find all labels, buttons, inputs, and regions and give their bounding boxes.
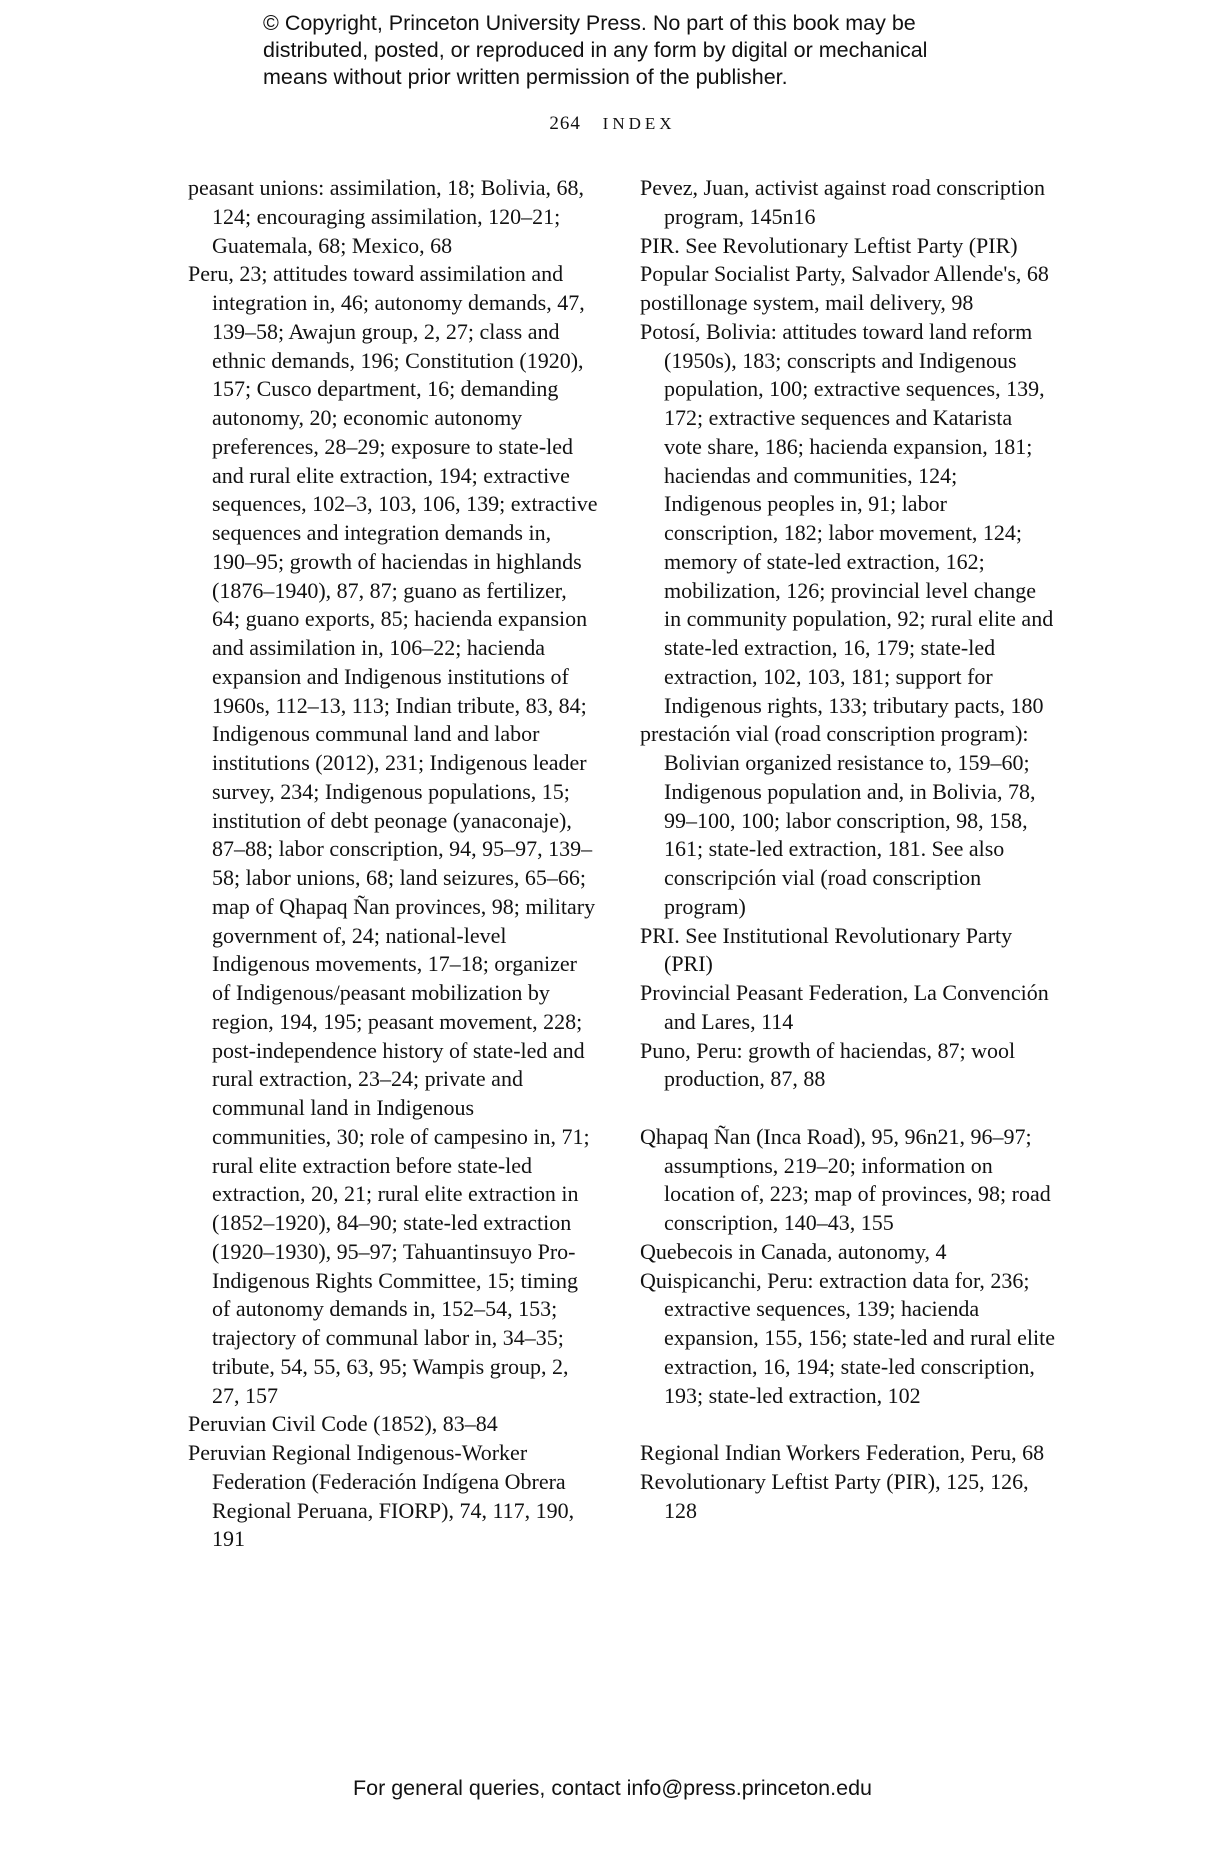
index-entry: PRI. See Institutional Revolutionary Party (PRI) <box>640 922 1013 977</box>
index-entry: Potosí, Bolivia: attitudes toward land reform (1950s), 183; conscripts and Indigenous population, 100; extractive sequences, 139, 172; extractive sequences and Katarista vote share, 186; hacienda expansion, 181; haciendas and communities, 124; Indigenous peoples in, 91; labor conscription, 182; labor movement, 124; memory of state-led extraction, 162; mobilization, 126; provincial level change in community population, 92; rural elite and state-led extraction, 16, 179; state-led extraction, 102, 103, 181; support for Indigenous rights, 133; tributary pacts, 180 <box>640 318 1054 718</box>
index-entry: peasant unions: assimilation, 18; Bolivia, 68, 124; encouraging assimilation, 120–21; Guatemala, 68; Mexico, 68 <box>188 175 584 258</box>
section-title: INDEX <box>602 114 676 133</box>
footer-contact: For general queries, contact info@press.princeton.edu <box>352 1776 872 1800</box>
letter-group-gap <box>640 1410 1055 1439</box>
index-entry: Puno, Peru: growth of haciendas, 87; wool production, 87, 88 <box>640 1037 1016 1092</box>
index-column-left <box>188 174 598 1554</box>
copyright-line-1: © Copyright, Princeton University Press. No part of this book may be <box>263 11 916 35</box>
index-entry: Peruvian Civil Code (1852), 83–84 <box>188 1411 498 1437</box>
index-entry: Regional Indian Workers Federation, Peru, 68 <box>640 1440 1045 1465</box>
copyright-line-2: distributed, posted, or reproduced in any form by digital or mechanical <box>263 38 928 62</box>
index-entry: Popular Socialist Party, Salvador Allende's, 68 <box>640 261 1049 287</box>
index-entry: Provincial Peasant Federation, La Convención and Lares, 114 <box>640 980 1049 1034</box>
copyright-notice <box>263 10 1023 91</box>
copyright-line-3: means without prior written permission of the publisher. <box>263 65 788 89</box>
letter-group-gap <box>640 1094 1055 1123</box>
index-entry: Qhapaq Ñan (Inca Road), 95, 96n21, 96–97; assumptions, 219–20; information on location of, 223; map of provinces, 98; road conscription, 140–43, 155 <box>640 1123 1051 1235</box>
index-entry: Quebecois in Canada, autonomy, 4 <box>640 1238 947 1264</box>
index-entry: postillonage system, mail delivery, 98 <box>640 290 974 315</box>
index-entry: Pevez, Juan, activist against road conscription program, 145n16 <box>640 175 1046 229</box>
index-entry: Peruvian Regional Indigenous-Worker Federation (Federación Indígena Obrera Regional Peruana, FIORP), 74, 117, 190, 191 <box>188 1440 575 1552</box>
index-entry: Quispicanchi, Peru: extraction data for, 236; extractive sequences, 139; hacienda expansion, 155, 156; state-led and rural elite extraction, 16, 194; state-led conscription, 193; state-led extraction, 102 <box>640 1267 1055 1408</box>
index-column-right <box>640 174 1055 1525</box>
running-head <box>0 113 1225 135</box>
page-number: 264 <box>549 113 581 134</box>
index-entry: prestación vial (road conscription program): Bolivian organized resistance to, 159–60; Indigenous population and, in Bolivia, 78, 99–100, 100; labor conscription, 98, 158, 161; state-led extraction, 181. See also conscripción vial (road conscription program) <box>640 721 1036 919</box>
index-entry: Peru, 23; attitudes toward assimilation and integration in, 46; autonomy demands, 47, 139–58; Awajun group, 2, 27; class and ethnic demands, 196; Constitution (1920), 157; Cusco department, 16; demanding autonomy, 20; economic autonomy preferences, 28–29; exposure to state-led and rural elite extraction, 194; extractive sequences, 102–3, 103, 106, 139; extractive sequences and integration demands in, 190–95; growth of haciendas in highlands (1876–1940), 87, 87; guano as fertilizer, 64; guano exports, 85; hacienda expansion and assimilation in, 106–22; hacienda expansion and Indigenous institutions of 1960s, 112–13, 113; Indian tribute, 83, 84; Indigenous communal land and labor institutions (2012), 231; Indigenous leader survey, 234; Indigenous populations, 15; institution of debt peonage (yanaconaje), 87–88; labor conscription, 94, 95–97, 139–58; labor unions, 68; land seizures, 65–66; map of Qhapaq Ñan provinces, 98; military government of, 24; national-level Indigenous movements, 17–18; organizer of Indigenous/peasant mobilization by region, 194, 195; peasant movement, 228; post-independence history of state-led and rural extraction, 23–24; private and communal land in Indigenous communities, 30; role of campesino in, 71; rural elite extraction before state-led extraction, 20, 21; rural elite extraction in (1852–1920), 84–90; state-led extraction (1920–1930), 95–97; Tahuantinsuyo Pro-Indigenous Rights Committee, 15; timing of autonomy demands in, 152–54, 153; trajectory of communal labor in, 34–35; tribute, 54, 55, 63, 95; Wampis group, 2, 27, 157 <box>188 261 598 1408</box>
index-entry: PIR. See Revolutionary Leftist Party (PIR) <box>640 232 1018 258</box>
index-entry: Revolutionary Leftist Party (PIR), 125, 126, 128 <box>640 1468 1029 1523</box>
